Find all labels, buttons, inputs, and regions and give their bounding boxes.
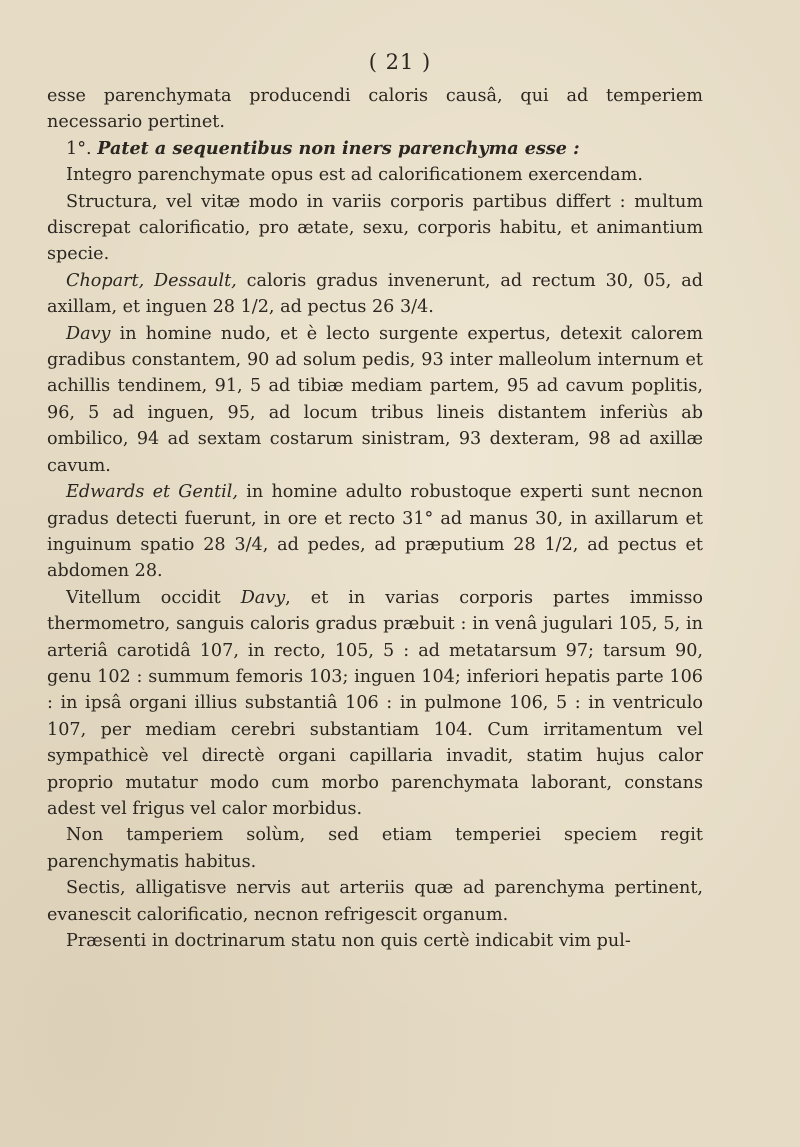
paragraph-text: Vitellum occidit xyxy=(66,587,241,608)
section-heading xyxy=(47,136,703,162)
paragraph-text: Non tamperiem solùm, sed etiam temperiei speciem regit parenchymatis habitus. xyxy=(47,825,703,872)
paragraph xyxy=(47,822,703,875)
author-name: Davy xyxy=(66,323,111,344)
author-name: Davy xyxy=(240,587,286,608)
paragraph xyxy=(47,875,703,928)
paragraph xyxy=(47,162,703,188)
author-names: Edwards et Gentil, xyxy=(66,482,239,503)
paragraph-text: Structura, vel vitæ modo in variis corporis partibus differt : multum discrepat calorificatio, pro ætate, sexu, corporis habitu, et animantium specie. xyxy=(47,191,703,265)
body-text xyxy=(47,83,703,954)
paragraph-text: Sectis, alligatisve nervis aut arteriis quæ ad parenchyma pertinent, evanescit calorificatio, necnon refrigescit organum. xyxy=(47,878,703,925)
paragraph-text: Præsenti in doctrinarum statu non quis certè indicabit vim pul- xyxy=(66,931,631,951)
paragraph-text: Integro parenchymate opus est ad calorificationem exercendam. xyxy=(66,165,643,186)
paragraph-continuation xyxy=(47,83,703,136)
paragraph xyxy=(47,585,703,823)
paragraph xyxy=(47,321,703,479)
paragraph xyxy=(47,189,703,268)
paragraph-text: in homine adulto robustoque experti sunt necnon gradus detecti fuerunt, in ore et recto 31° ad manus 30, in axillarum et inguinum spatio 28 3/4, ad pedes, ad præputium 28 1/2, ad pectus et abdomen 28. xyxy=(47,482,703,582)
paragraph-text: esse parenchymata producendi caloris causâ, qui ad temperiem necessario pertinet. xyxy=(47,86,703,133)
paragraph-text: caloris gradus invenerunt, ad rectum 30, 05, ad axillam, et inguen 28 1/2, ad pectus 26 3/4. xyxy=(47,270,703,318)
paragraph-text: , et in varias corporis partes immisso thermometro, sanguis caloris gradus præbuit : in venâ jugulari 105, 5, in arteriâ carotidâ 107, in recto, 105, 5 : ad metatarsum 97; tarsum 90, genu 102 : summum femoris 103; inguen 104; inferiori hepatis parte 106 : in ipsâ organi illius substantiâ 106 : in pulmone 106, 5 : in ventriculo 107, per mediam cerebri substantiam 104. Cum irritamentum vel sympathicè vel directè organi capillaria invadit, statim hujus calor proprio mutatur modo cum morbo parenchymata laborant, constans adest vel frigus vel calor morbidus. xyxy=(47,587,703,819)
paragraph xyxy=(47,479,703,585)
author-names: Chopart, Dessault, xyxy=(66,270,237,291)
paragraph xyxy=(47,268,703,321)
page-number: ( 21 ) xyxy=(368,50,432,74)
heading-number: 1°. xyxy=(66,138,92,159)
paragraph xyxy=(47,928,703,954)
paragraph-text: in homine nudo, et è lecto surgente expertus, detexit calorem gradibus constantem, 90 ad solum pedis, 93 inter malleolum internum et achillis tendinem, 91, 5 ad tibiæ mediam partem, 95 ad cavum poplitis, 96, 5 ad inguen, 95, ad locum tribus lineis distantem inferiùs ab ombilico, 94 ad sextam costarum sinistram, 93 dexteram, 98 ad axillæ cavum. xyxy=(47,323,703,476)
heading-text: Patet a sequentibus non iners parenchyma esse : xyxy=(97,137,580,159)
